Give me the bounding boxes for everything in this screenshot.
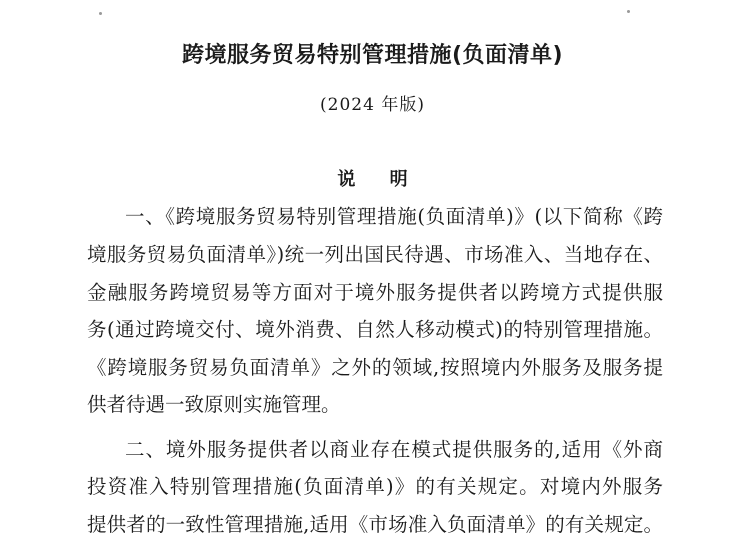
- paragraph-2-line-2: 投资准入特别管理措施(负面清单)》的有关规定。对境内外服务: [87, 475, 663, 498]
- paragraph-1-line-3: 金融服务跨境贸易等方面对于境外服务提供者以跨境方式提供服: [87, 281, 663, 304]
- section-heading: 说 明: [337, 169, 422, 190]
- paragraph-1-line-6: 供者待遇一致原则实施管理。: [87, 393, 341, 416]
- scan-speck: [627, 10, 630, 13]
- paragraph-2-line-3: 提供者的一致性管理措施,适用《市场准入负面清单》的有关规定。: [87, 513, 663, 536]
- paragraph-1-line-2: 境服务贸易负面清单》)统一列出国民待遇、市场准入、当地存在、: [87, 243, 663, 266]
- document-title: 跨境服务贸易特别管理措施(负面清单): [181, 43, 564, 68]
- paragraph-1-line-4: 务(通过跨境交付、境外消费、自然人移动模式)的特别管理措施。: [87, 318, 663, 341]
- paragraph-1-line-1: 一、《跨境服务贸易特别管理措施(负面清单)》(以下简称《跨: [125, 205, 663, 228]
- paragraph-2-line-1: 二、境外服务提供者以商业存在模式提供服务的,适用《外商: [125, 438, 663, 461]
- document-edition: (2024 年版): [320, 95, 425, 115]
- paragraph-1-line-5: 《跨境服务贸易负面清单》之外的领域,按照境内外服务及服务提: [87, 356, 663, 379]
- scan-speck: [99, 12, 102, 15]
